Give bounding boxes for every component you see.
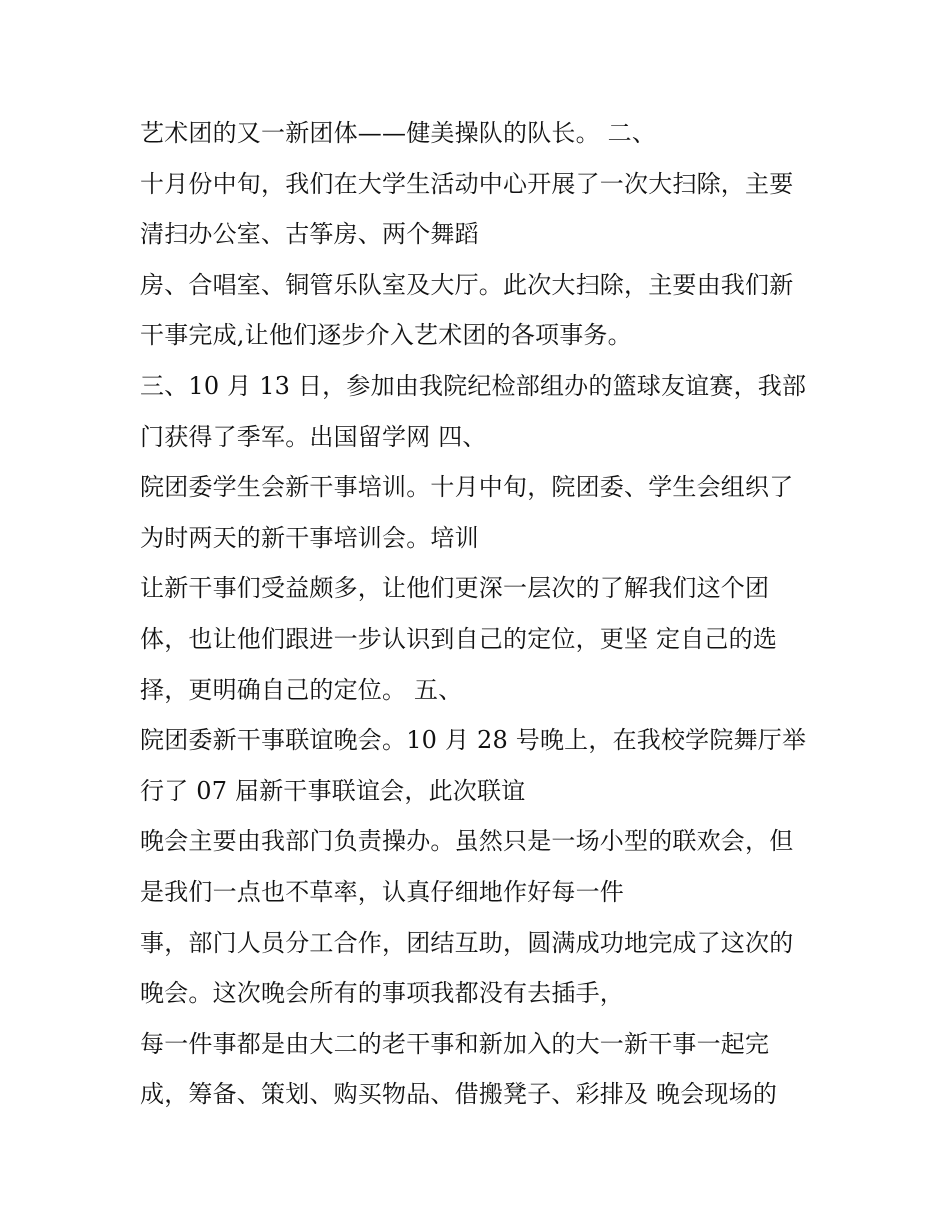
text-line: 晚会主要由我部门负责操办。虽然只是一场小型的联欢会，但 xyxy=(140,827,794,856)
text-line: 干事完成,让他们逐步介入艺术团的各项事务。 xyxy=(140,321,632,350)
text-line: 择，更明确自己的定位。 五、 xyxy=(140,675,463,704)
text-line: 艺术团的又一新团体——健美操队的队长。 二、 xyxy=(140,119,657,147)
text-line: 三、10 月 13 日，参加由我院纪检部组办的篮球友谊赛，我部 xyxy=(140,371,807,400)
text-line: 房、合唱室、铜管乐队室及大厅。此次大扫除，主要由我们新 xyxy=(140,270,794,299)
text-line: 院团委新干事联谊晚会。10 月 28 号晚上，在我校学院舞厅举 xyxy=(140,726,807,755)
text-line: 十月份中旬，我们在大学生活动中心开展了一次大扫除，主要 xyxy=(140,169,794,198)
text-line: 事，部门人员分工合作，团结互助，圆满成功地完成了这次的 xyxy=(140,928,794,957)
text-line: 体，也让他们跟进一步认识到自己的定位，更坚 定自己的选 xyxy=(140,624,778,653)
text-line: 是我们一点也不草率，认真仔细地作好每一件 xyxy=(140,877,624,906)
text-line: 行了 07 届新干事联谊会，此次联谊 xyxy=(140,776,526,805)
text-line: 为时两天的新干事培训会。培训 xyxy=(140,523,479,552)
text-line: 每一件事都是由大二的老干事和新加入的大一新干事一起完 xyxy=(140,1029,770,1058)
body-text xyxy=(140,108,830,1120)
text-line: 让新干事们受益颇多，让他们更深一层次的了解我们这个团 xyxy=(140,574,770,603)
text-line: 院团委学生会新干事培训。十月中旬，院团委、学生会组织了 xyxy=(140,473,794,502)
text-line: 晚会。这次晚会所有的事项我都没有去插手， xyxy=(140,979,624,1008)
text-line: 门获得了季军。出国留学网 四、 xyxy=(140,422,487,451)
text-line: 清扫办公室、古筝房、两个舞蹈 xyxy=(140,220,479,249)
text-line: 成，筹备、策划、购买物品、借搬凳子、彩排及 晚会现场的 xyxy=(140,1080,778,1109)
